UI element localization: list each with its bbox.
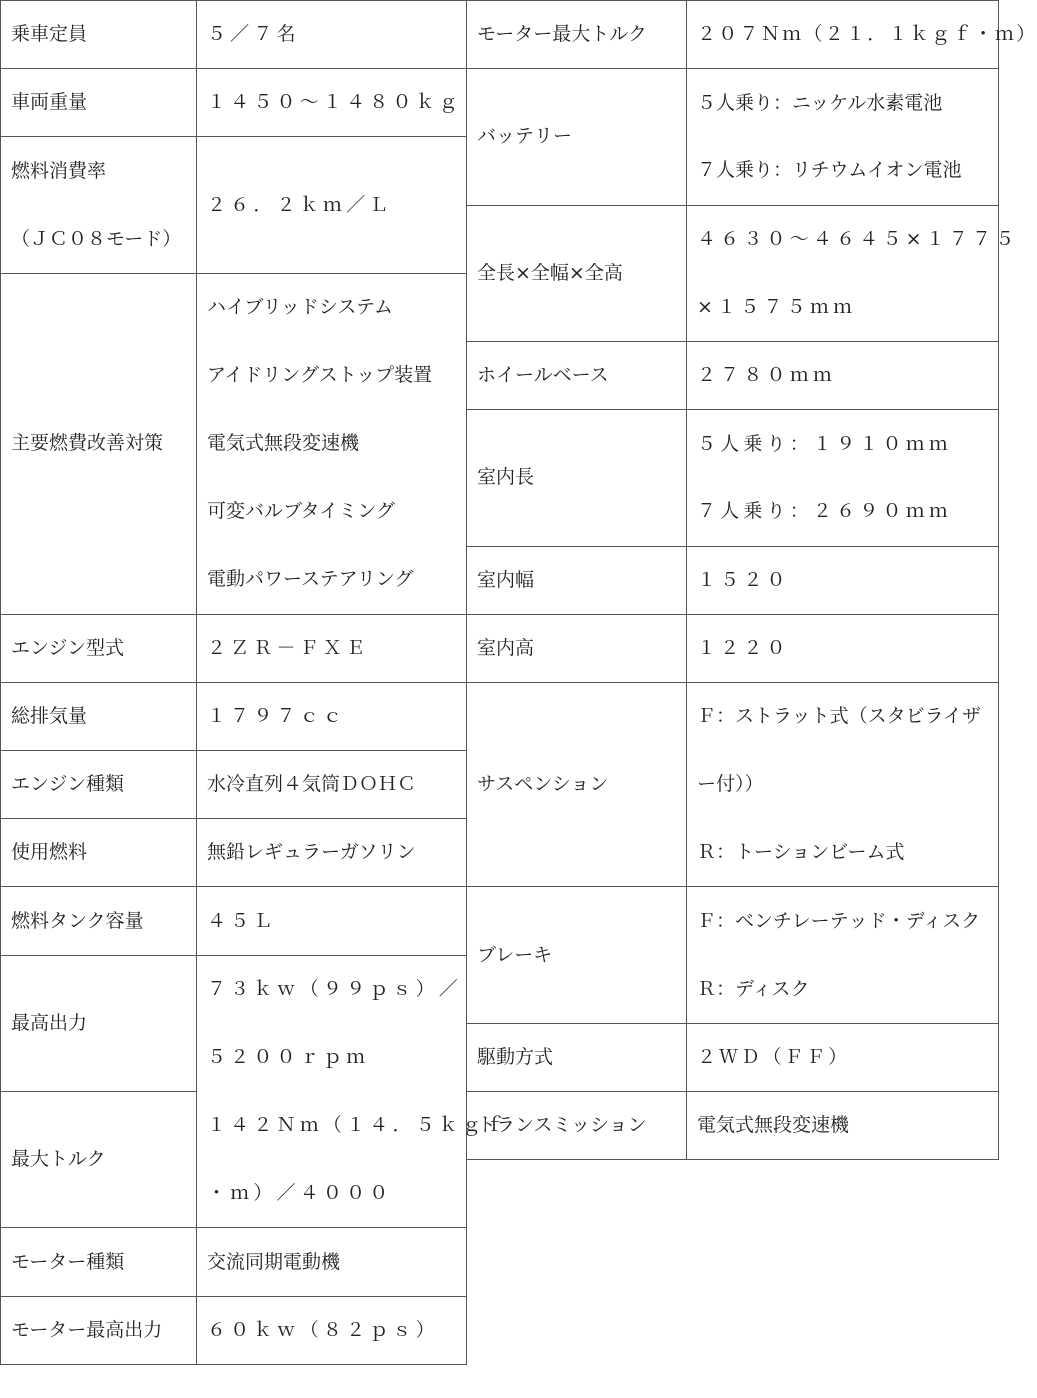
dimensions-label: 全長×全幅×全高 — [467, 206, 687, 342]
weight-label: 車両重量 — [1, 69, 197, 137]
interior-height-label: 室内高 — [467, 615, 687, 683]
displacement-label: 総排気量 — [1, 683, 197, 751]
motor-torque-value: ２０７Ｎｍ（２１．１ｋｇｆ・ｍ） — [687, 1, 999, 69]
wheelbase-label: ホイールベース — [467, 342, 687, 410]
suspension-label: サスペンション — [467, 683, 687, 888]
transmission-label: トランスミッション — [467, 1092, 687, 1160]
max-output-value-line2: ５２００ｒｐｍ — [207, 1046, 370, 1069]
tank-value: ４５Ｌ — [197, 887, 467, 955]
battery-label: バッテリー — [467, 69, 687, 205]
weight-value: １４５０～１４８０ｋｇ — [197, 69, 467, 137]
seating-label: 乗車定員 — [1, 1, 197, 69]
interior-length-value: ５人乗り：１９１０ｍｍ ７人乗り：２６９０ｍｍ — [687, 410, 999, 546]
fuel-value: 無鉛レギュラーガソリン — [197, 819, 467, 887]
max-torque-value-line2: ・ｍ）／４０００ — [207, 1182, 393, 1204]
max-torque-value-line1: １４２Ｎｍ（１４．５ｋｇｆ — [207, 1114, 509, 1137]
max-torque-label: 最大トルク — [1, 1092, 197, 1228]
measures-label: 主要燃費改善対策 — [1, 274, 197, 615]
suspension-value: Ｆ：ストラット式（スタビライザ ー付）） Ｒ：トーションビーム式 — [687, 683, 999, 888]
wheelbase-value: ２７８０ｍｍ — [687, 342, 999, 410]
transmission-value: 電気式無段変速機 — [687, 1092, 999, 1160]
interior-length-label: 室内長 — [467, 410, 687, 546]
interior-width-label: 室内幅 — [467, 547, 687, 615]
motor-torque-label: モーター最大トルク — [467, 1, 687, 69]
drive-value: ２ＷＤ（ＦＦ） — [687, 1024, 999, 1092]
fuel-rate-value: ２６．２ｋｍ／Ｌ — [197, 137, 467, 273]
fuel-rate-label: 燃料消費率 （ＪＣ０８モード） — [1, 137, 197, 273]
motor-type-value: 交流同期電動機 — [197, 1228, 467, 1296]
interior-width-value: １５２０ — [687, 547, 999, 615]
motor-type-label: モーター種類 — [1, 1228, 197, 1296]
measure-item: 電動パワーステアリング — [207, 568, 414, 591]
measures-list — [197, 274, 467, 615]
tank-label: 燃料タンク容量 — [1, 887, 197, 955]
dimensions-value: ４６３０～４６４５×１７７５ ×１５７５ｍｍ — [687, 206, 999, 342]
motor-output-label: モーター最高出力 — [1, 1297, 197, 1365]
brake-label: ブレーキ — [467, 887, 687, 1023]
max-output-label: 最高出力 — [1, 956, 197, 1092]
engine-type-label: エンジン種類 — [1, 751, 197, 819]
fuel-label: 使用燃料 — [1, 819, 197, 887]
measure-item: 可変バルブタイミング — [207, 500, 395, 523]
max-output-value-line1: ７３ｋｗ（９９ｐｓ）／ — [207, 978, 462, 1001]
engine-model-value: ２ＺＲ－ＦＸＥ — [197, 615, 467, 683]
measure-item: アイドリングストップ装置 — [207, 364, 433, 387]
brake-value: Ｆ：ベンチレーテッド・ディスク Ｒ：ディスク — [687, 887, 999, 1023]
displacement-value: １７９７ｃｃ — [197, 683, 467, 751]
engine-model-label: エンジン型式 — [1, 615, 197, 683]
motor-output-value: ６０ｋｗ（８２ｐｓ） — [197, 1297, 467, 1365]
measure-item: ハイブリッドシステム — [207, 296, 394, 319]
drive-label: 駆動方式 — [467, 1024, 687, 1092]
interior-height-value: １２２０ — [687, 615, 999, 683]
output-torque-values — [197, 956, 509, 1229]
seating-value: ５／７名 — [197, 1, 467, 69]
measure-item: 電気式無段変速機 — [207, 432, 360, 455]
battery-value: ５人乗り：ニッケル水素電池 ７人乗り：リチウムイオン電池 — [687, 69, 999, 205]
engine-type-value: 水冷直列４気筒ＤＯＨＣ — [197, 751, 467, 819]
